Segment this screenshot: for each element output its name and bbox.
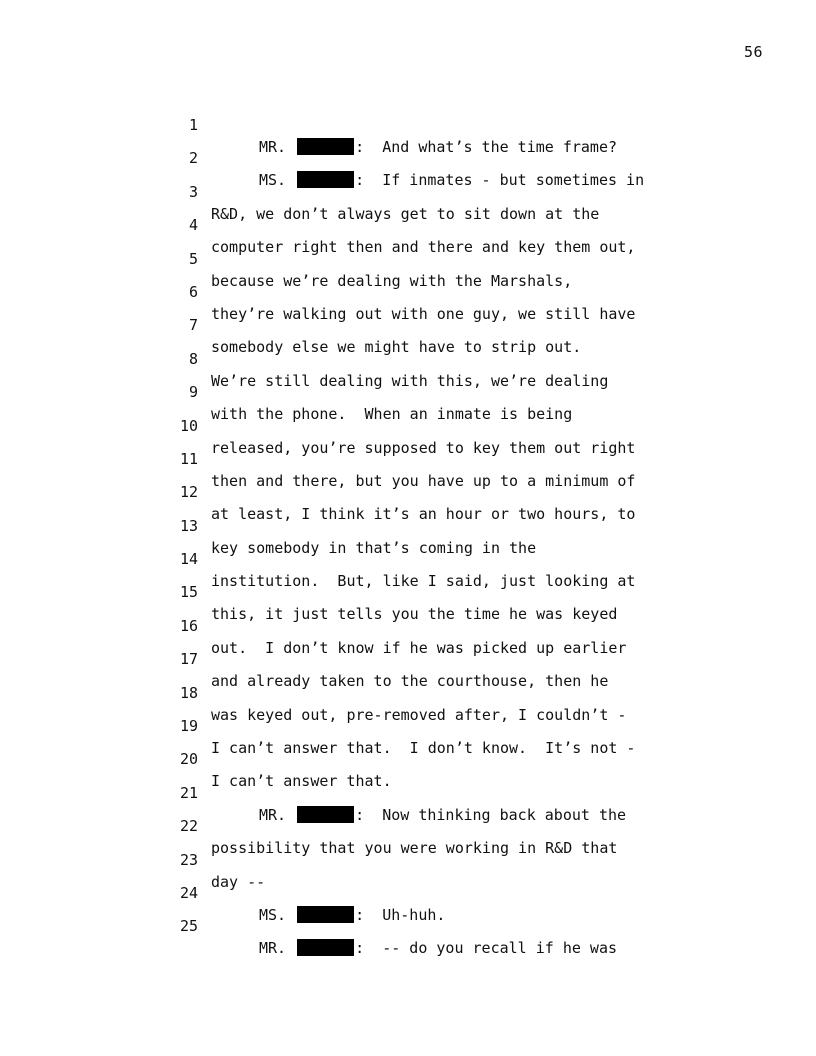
transcript-line [0,559,816,624]
speaker-label: MR. [259,805,287,824]
line-text: We’re still dealing with this, we’re dealing [211,371,609,390]
line-text [259,937,617,959]
transcript-line [0,226,816,290]
line-number: 6 [188,282,198,301]
line-number: 5 [188,249,198,268]
line-number: 21 [179,783,198,802]
transcript-line [0,593,816,657]
line-text: this, it just tells you the time he was keyed [211,605,618,624]
transcript-line [0,359,816,424]
transcript-line [0,526,816,591]
transcript-line [0,259,816,323]
line-number: 11 [179,449,198,468]
line-text: institution. But, like I said, just looking at [211,572,636,591]
redaction-box [297,939,354,956]
line-number: 14 [179,550,198,569]
transcript-line [0,660,816,724]
transcript-line [0,159,816,223]
transcript-line [0,125,816,190]
line-text: because we’re dealing with the Marshals, [211,271,573,290]
line-text: computer right then and there and key them out, [211,238,636,257]
line-text: then and there, but you have up to a minimum of [211,471,636,490]
line-text: they’re walking out with one guy, we still have [211,304,636,323]
transcript-line [0,426,816,490]
line-text: I can’t answer that. I don’t know. It’s not - [211,739,636,758]
line-content: : Uh-huh. [355,905,446,924]
line-content: : Now thinking back about the [355,805,627,824]
line-number: 24 [179,883,198,902]
line-text: with the phone. When an inmate is being [211,405,573,424]
line-number: 10 [179,416,198,435]
line-number: 9 [188,383,198,402]
transcript-line [0,760,816,824]
transcript-line [0,192,816,257]
line-text: released, you’re supposed to key them out right [211,438,636,457]
line-number: 20 [179,750,198,769]
line-text: I can’t answer that. [211,772,392,791]
speaker-label: MR. [259,138,287,156]
line-number: 23 [179,850,198,869]
transcript-line [0,827,816,891]
transcript-line [0,793,816,858]
transcript-line [0,459,816,524]
line-number: 2 [188,149,198,168]
transcript-line [0,493,816,557]
line-text: R&D, we don’t always get to sit down at the [211,204,600,223]
line-number: 15 [179,583,198,602]
line-number: 25 [179,917,198,936]
line-content: : -- do you recall if he was [355,939,618,958]
line-text: was keyed out, pre-removed after, I couldn’t - [211,705,627,724]
transcript-line [0,626,816,691]
line-number: 16 [179,616,198,635]
line-text: at least, I think it’s an hour or two hours, to [211,505,636,524]
line-number: 12 [179,483,198,502]
line-number: 8 [188,349,198,368]
line-text: possibility that you were working in R&D that [211,839,618,858]
line-content: : If inmates - but sometimes in [355,171,645,190]
transcript-line [0,893,816,958]
transcript-line [0,292,816,357]
transcript-line [0,92,816,156]
line-text: out. I don’t know if he was picked up earlier [211,638,627,657]
line-number: 18 [179,683,198,702]
line-number: 13 [179,516,198,535]
page-number: 56 [744,43,764,61]
transcript-line [0,726,816,791]
line-text: and already taken to the courthouse, then he [211,672,609,691]
line-text: day -- [211,872,266,891]
speaker-label: MS. [259,905,287,924]
transcript-line [0,326,816,390]
line-number: 17 [179,650,198,669]
line-text: key somebody in that’s coming in the [211,538,537,557]
line-number: 19 [179,717,198,736]
transcript-line [0,860,816,924]
line-number: 3 [188,182,198,201]
line-text: somebody else we might have to strip out. [211,338,582,357]
line-number: 1 [188,116,198,134]
speaker-label: MS. [259,171,287,190]
transcript-body [0,92,816,958]
line-number: 7 [188,316,198,335]
line-number: 4 [188,216,198,235]
line-content: : And what’s the time frame? [355,138,618,156]
transcript-line [0,693,816,758]
line-number: 22 [179,817,198,836]
transcript-line [0,393,816,457]
speaker-label: MR. [259,939,287,958]
